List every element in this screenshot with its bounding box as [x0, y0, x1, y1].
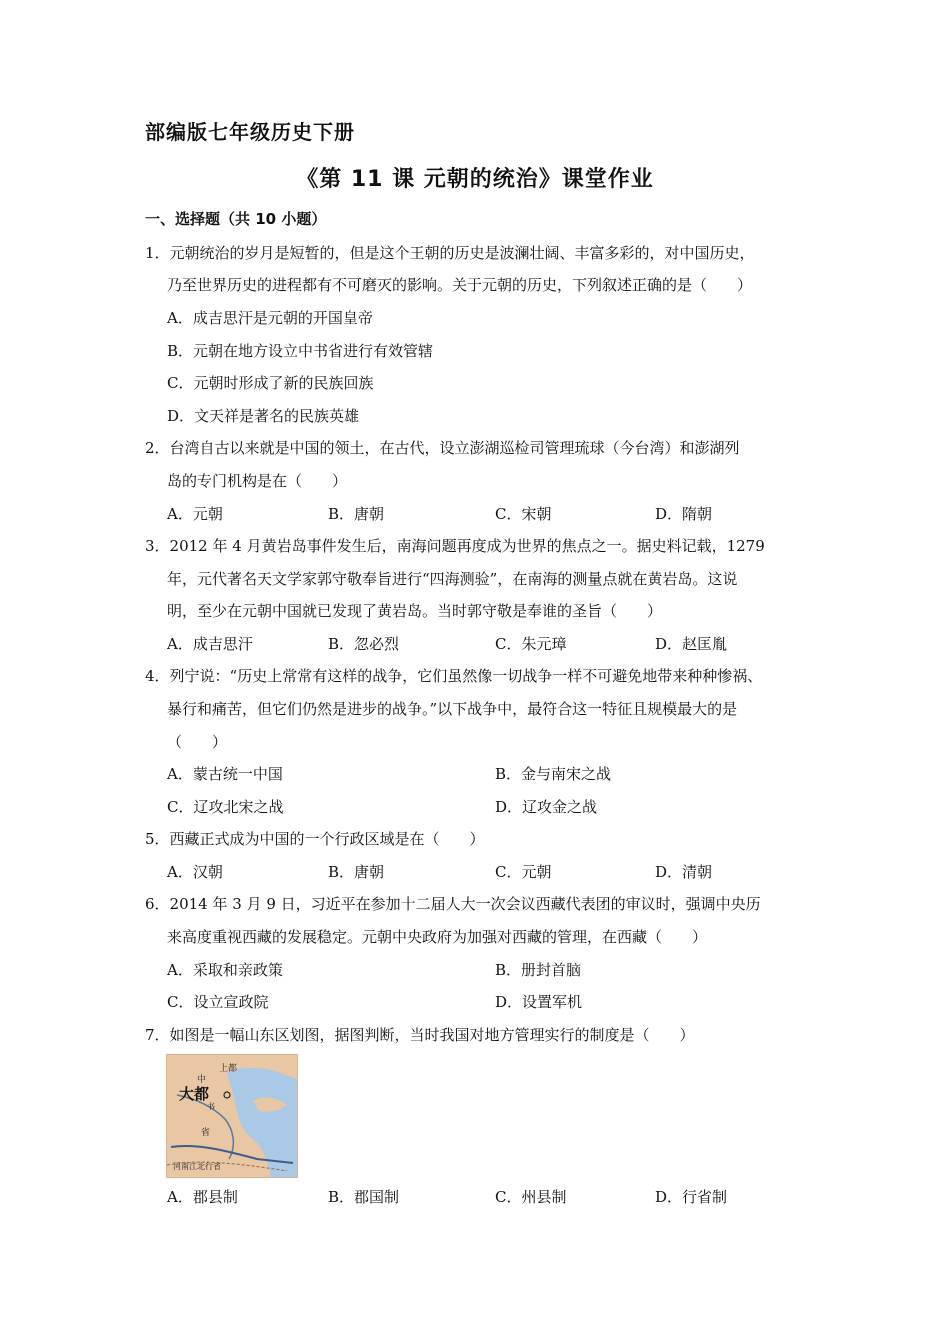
page-title: 《第 11 课 元朝的统治》课堂作业 [296, 167, 654, 192]
question-1-line-2: 乃至世界历史的进程都有不可磨灭的影响。关于元朝的历史，下列叙述正确的是（ ） [167, 276, 753, 294]
province-boundary [177, 1095, 233, 1159]
question-4-option-c: C．辽攻北宋之战 [167, 798, 284, 816]
map-label-shu: 书 [207, 1102, 215, 1111]
question-4-option-d: D．辽攻金之战 [495, 798, 598, 816]
map-label-shangdu: 上都 [219, 1064, 238, 1074]
question-5-option-d: D．清朝 [655, 863, 713, 881]
question-4-line-2: 暴行和痛苦，但它们仍然是进步的战争。”以下战争中，最符合这一特征且规模最大的是 [167, 700, 738, 718]
question-2-line-1: 2．台湾自古以来就是中国的领土，在古代，设立澎湖巡检司管理琉球（今台湾）和澎湖列 [145, 439, 740, 457]
question-2-line-2: 岛的专门机构是在（ ） [167, 472, 348, 490]
question-4-line-1: 4．列宁说：“历史上常常有这样的战争，它们虽然像一切战争一样不可避免地带来种种惨祸、 [145, 667, 763, 685]
question-2-option-b: B．唐朝 [328, 505, 385, 523]
book-title: 部编版七年级历史下册 [145, 120, 355, 144]
question-3-option-d: D．赵匡胤 [655, 635, 728, 653]
question-6-option-a: A．采取和亲政策 [167, 961, 283, 979]
question-7-option-c: C．州县制 [495, 1188, 567, 1206]
capital-marker [224, 1092, 230, 1098]
question-1-line-1: 1．元朝统治的岁月是短暂的，但是这个王朝的历史是波澜壮阔、丰富多彩的，对中国历史， [145, 244, 755, 262]
question-7-option-a: A．郡县制 [167, 1188, 238, 1206]
question-2-option-a: A．元朝 [167, 505, 223, 523]
map-label-sheng: 省 [201, 1128, 211, 1138]
question-2-option-c: C．宋朝 [495, 505, 552, 523]
question-6-option-c: C．设立宣政院 [167, 993, 269, 1011]
question-3-line-2: 年，元代著名天文学家郭守敬奉旨进行“四海测验”，在南海的测量点就在黄岩岛。这说 [167, 570, 738, 588]
question-6-line-1: 6．2014 年 3 月 9 日，习近平在参加十二届人大一次会议西藏代表团的审议时，强调中央历 [145, 895, 761, 913]
question-2-option-d: D．隋朝 [655, 505, 713, 523]
question-5-line-1: 5．西藏正式成为中国的一个行政区域是在（ ） [145, 830, 485, 848]
question-3-option-b: B．忽必烈 [328, 635, 400, 653]
question-5-option-c: C．元朝 [495, 863, 552, 881]
shandong-map-image [166, 1054, 298, 1178]
map-graphic [167, 1055, 297, 1177]
question-1-option-b: B．元朝在地方设立中书省进行有效管辖 [167, 342, 434, 360]
map-label-dadu: 大都 [179, 1085, 210, 1103]
question-3-option-c: C．朱元璋 [495, 635, 567, 653]
question-3-line-3: 明，至少在元朝中国就已发现了黄岩岛。当时郭守敬是奉谁的圣旨（ ） [167, 602, 663, 620]
map-label-henan-jiangbei: 河南江北行省 [173, 1162, 221, 1171]
question-6-line-2: 来高度重视西藏的发展稳定。元朝中央政府为加强对西藏的管理，在西藏（ ） [167, 928, 708, 946]
section-title: 一、选择题（共 10 小题） [145, 210, 327, 228]
sea-area [227, 1068, 297, 1177]
question-1-option-a: A．成吉思汗是元朝的开国皇帝 [167, 309, 373, 327]
question-1-option-d: D．文天祥是著名的民族英雄 [167, 407, 360, 425]
question-6-option-b: B．册封首脑 [495, 961, 582, 979]
question-5-option-a: A．汉朝 [167, 863, 223, 881]
question-3-option-a: A．成吉思汗 [167, 635, 253, 653]
question-7-line-1: 7．如图是一幅山东区划图，据图判断，当时我国对地方管理实行的制度是（ ） [145, 1026, 695, 1044]
question-3-line-1: 3．2012 年 4 月黄岩岛事件发生后，南海问题再度成为世界的焦点之一。据史料记载，1279 [145, 537, 765, 555]
question-4-option-a: A．蒙古统一中国 [167, 765, 283, 783]
question-6-option-d: D．设置军机 [495, 993, 583, 1011]
question-7-option-d: D．行省制 [655, 1188, 728, 1206]
question-7-option-b: B．郡国制 [328, 1188, 400, 1206]
question-5-option-b: B．唐朝 [328, 863, 385, 881]
question-1-option-c: C．元朝时形成了新的民族回族 [167, 374, 374, 392]
map-label-zhong: 中 [197, 1075, 207, 1085]
question-4-line-3: （ ） [167, 733, 228, 751]
question-4-option-b: B．金与南宋之战 [495, 765, 612, 783]
